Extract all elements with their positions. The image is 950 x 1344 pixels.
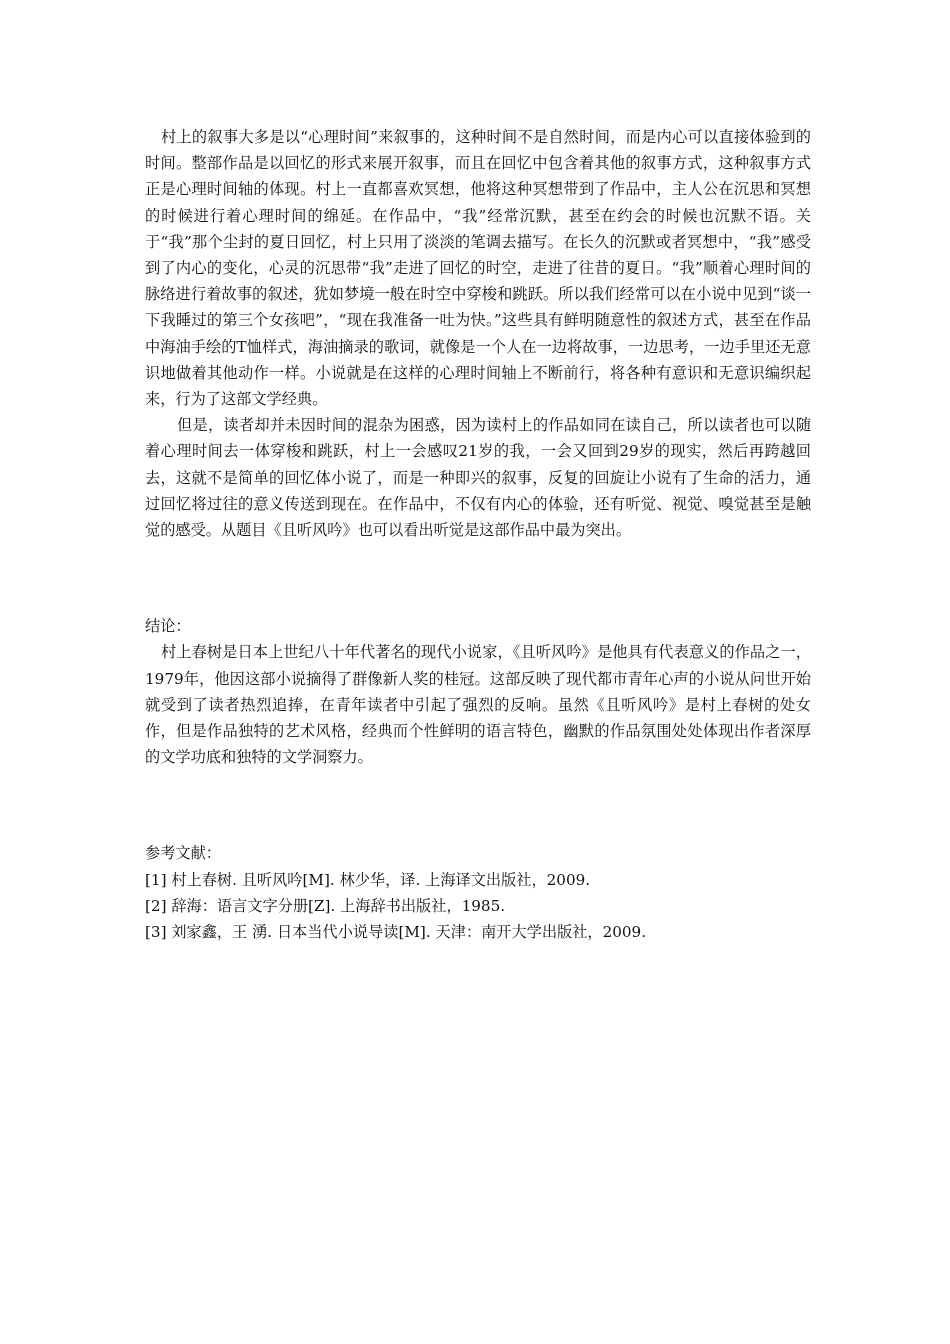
reference-item: [3] 刘家鑫，王 湧. 日本当代小说导读[M]. 天津：南开大学出版社，2009. <box>145 923 647 942</box>
references-heading: 参考文献： <box>145 844 221 863</box>
reference-item: [1] 村上春树. 且听风吟[M]. 林少华，译. 上海译文出版社，2009. <box>145 870 591 889</box>
conclusion-paragraph: 村上春树是日本上世纪八十年代著名的现代小说家，《且听风吟》是他具有代表意义的作品之一，1979年，他因这部小说摘得了群像新人奖的桂冠。这部反映了现代都市青年心声的小说从问世开始就受到了读者热烈追捧，在青年读者中引起了强烈的反响。虽然《且听风吟》是村上春树的处女作，但是作品独特的艺术风格，经典而个性鲜明的语言特色，幽默的作品氛围处处体现出作者深厚的文学功底和独特的文学洞察力。 <box>145 643 811 767</box>
section-spacer <box>145 543 811 613</box>
conclusion-section <box>145 613 811 770</box>
section-spacer <box>145 770 811 840</box>
references-list <box>145 867 811 946</box>
references-section <box>145 840 811 945</box>
reference-item: [2] 辞海：语言文字分册[Z]. 上海辞书出版社，1985. <box>145 896 506 915</box>
document-content <box>145 124 811 945</box>
body-paragraph-1: 村上的叙事大多是以“心理时间”来叙事的，这种时间不是自然时间，而是内心可以直接体验到的时间。整部作品是以回忆的形式来展开叙事，而且在回忆中包含着其他的叙事方式，这种叙事方式正是心理时间轴的体现。村上一直都喜欢冥想，他将这种冥想带到了作品中，主人公在沉思和冥想的时候进行着心理时间的绵延。在作品中，“我”经常沉默，甚至在约会的时候也沉默不语。关于“我”那个尘封的夏日回忆，村上只用了淡淡的笔调去描写。在长久的沉默或者冥想中，“我”感受到了内心的变化，心灵的沉思带“我”走进了回忆的时空，走进了往昔的夏日。“我”顺着心理时间的脉络进行着故事的叙述，犹如梦境一般在时空中穿梭和跳跃。所以我们经常可以在小说中见到“谈一下我睡过的第三个女孩吧”，“现在我准备一吐为快。”这些具有鲜明随意性的叙述方式，甚至在作品中海油手绘的T恤样式，海油摘录的歌词，就像是一个人在一边将故事，一边思考，一边手里还无意识地做着其他动作一样。小说就是在这样的心理时间轴上不断前行，将各种有意识和无意识编织起来，行为了这部文学经典。 <box>145 128 811 409</box>
body-paragraph-2: 但是，读者却并未因时间的混杂为困惑，因为读村上的作品如同在读自己，所以读者也可以随着心理时间去一体穿梭和跳跃，村上一会感叹21岁的我，一会又回到29岁的现实，然后再跨越回去，这就不是简单的回忆体小说了，而是一种即兴的叙事，反复的回旋让小说有了生命的活力，通过回忆将过往的意义传送到现在。在作品中，不仅有内心的体验，还有听觉、视觉、嗅觉甚至是触觉的感受。从题目《且听风吟》也可以看出听觉是这部作品中最为突出。 <box>145 416 811 540</box>
conclusion-heading: 结论： <box>145 617 191 636</box>
